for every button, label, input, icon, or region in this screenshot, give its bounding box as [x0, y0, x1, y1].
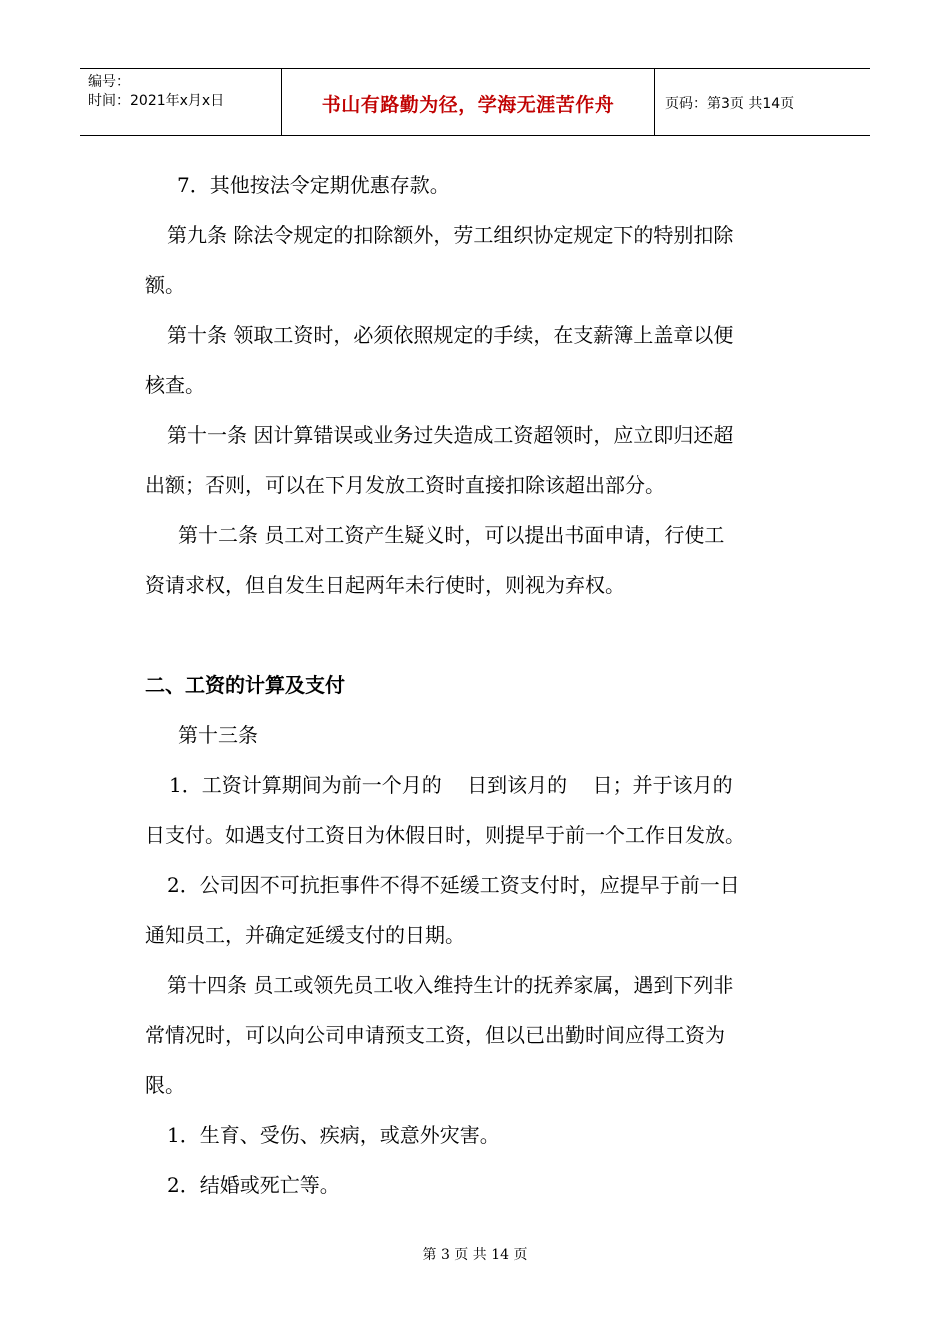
- paragraph-line: 第九条 除法令规定的扣除额外，劳工组织协定规定下的特别扣除: [167, 223, 734, 247]
- paragraph-line: 第十四条 员工或领先员工收入维持生计的抚养家属，遇到下列非: [167, 973, 734, 997]
- section-gap: [145, 610, 810, 660]
- paragraph-line: 7．其他按法令定期优惠存款。: [177, 173, 450, 197]
- page-footer: 第 3 页 共 14 页: [422, 1247, 528, 1263]
- paragraph-line: 第十三条: [178, 723, 258, 747]
- document-time: 时间：2021年x月x日: [88, 93, 225, 109]
- document-header: [80, 68, 870, 136]
- header-motto: 书山有路勤为径，学海无涯苦作舟: [321, 93, 615, 116]
- paragraph-line: 核查。: [145, 373, 205, 397]
- header-meta: [80, 69, 282, 135]
- paragraph-line: 2．公司因不可抗拒事件不得不延缓工资支付时，应提早于前一日: [167, 873, 740, 897]
- paragraph-line: 出额；否则，可以在下月发放工资时直接扣除该超出部分。: [145, 473, 665, 497]
- header-motto-cell: [282, 69, 655, 135]
- document-number: 编号：: [88, 74, 130, 90]
- paragraph-line: 额。: [145, 273, 185, 297]
- paragraph-line: 资请求权，但自发生日起两年未行使时，则视为弃权。: [145, 573, 625, 597]
- paragraph-line: 第十一条 因计算错误或业务过失造成工资超领时，应立即归还超: [167, 423, 734, 447]
- paragraph-line: 第十条 领取工资时，必须依照规定的手续，在支薪簿上盖章以便: [167, 323, 734, 347]
- paragraph-line: 1．生育、受伤、疾病，或意外灾害。: [167, 1123, 500, 1147]
- paragraph-line: 1．工资计算期间为前一个月的 日到该月的 日；并于该月的: [169, 773, 733, 797]
- paragraph-line: 日支付。如遇支付工资日为休假日时，则提早于前一个工作日发放。: [145, 823, 745, 847]
- paragraph-line: 限。: [145, 1073, 185, 1097]
- paragraph-line: 通知员工，并确定延缓支付的日期。: [145, 923, 465, 947]
- paragraph-line: 第十二条 员工对工资产生疑义时，可以提出书面申请，行使工: [178, 523, 725, 547]
- header-page-info: 页码：第3页 共14页: [665, 96, 795, 112]
- paragraph-line: 2．结婚或死亡等。: [167, 1173, 340, 1197]
- paragraph-line: 常情况时，可以向公司申请预支工资，但以已出勤时间应得工资为: [145, 1023, 725, 1047]
- section-heading: 二、工资的计算及支付: [145, 673, 345, 697]
- document-body: [145, 160, 810, 1210]
